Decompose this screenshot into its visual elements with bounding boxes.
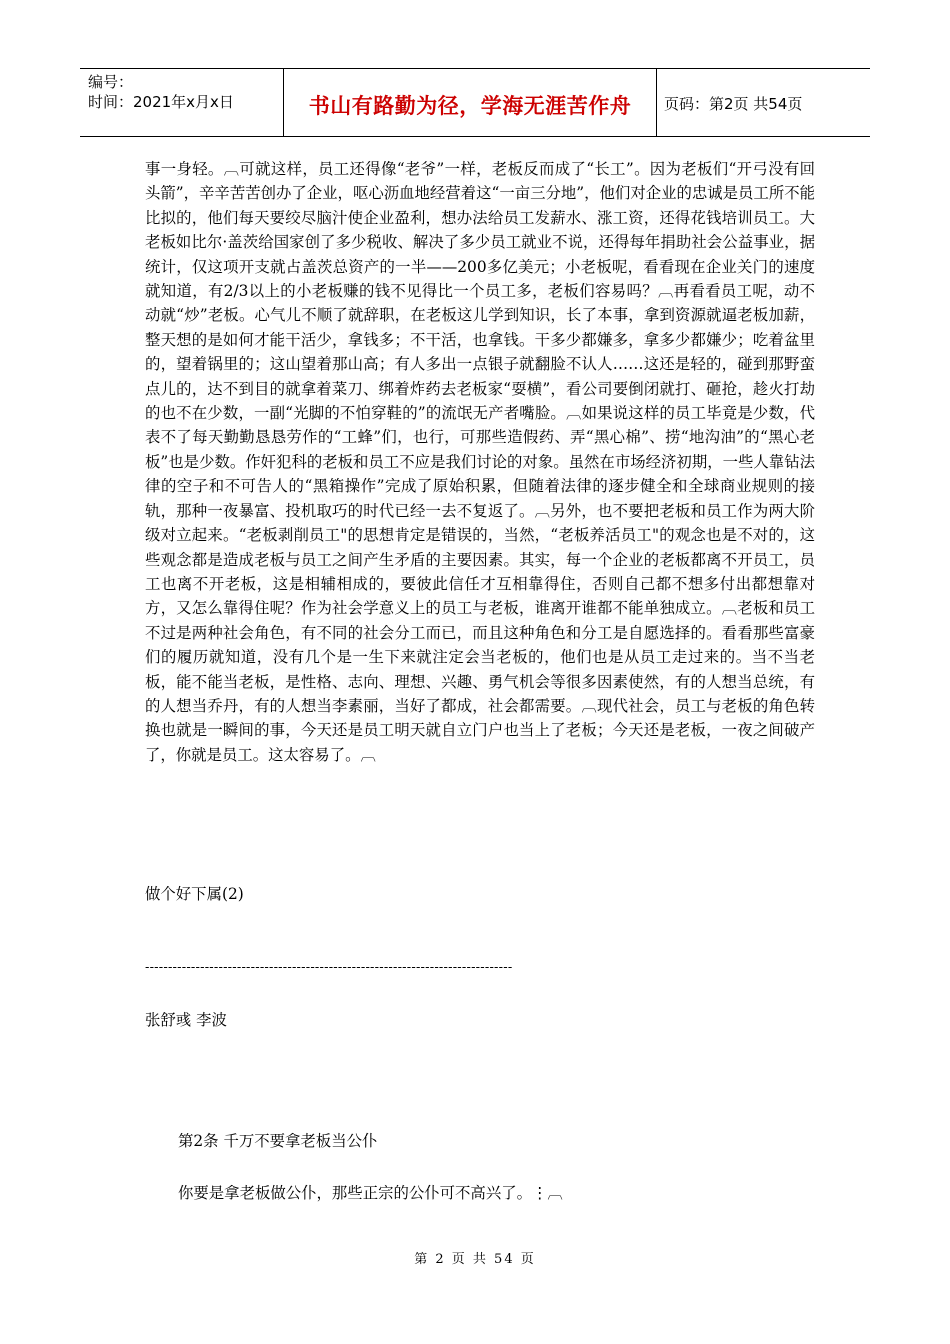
article-heading: 第2条 千万不要拿老板当公仆 <box>178 1132 378 1150</box>
body-paragraph: 事一身轻。︹可就这样，员工还得像“老爷”一样，老板反而成了“长工”。因为老板们“开弓没有回头箭”，辛辛苦苦创办了企业，呕心沥血地经营着这“一亩三分地”，他们对企业的忠诚是员工所不能比拟的，他们每天要绞尽脑汁使企业盈利，想办法给员工发薪水、涨工资，还得花钱培训员工。大老板如比尔·盖茨给国家创了多少税收、解决了多少员工就业不说，还得每年捐助社会公益事业，据统计，仅这项开支就占盖茨总资产的一半——200多亿美元；小老板呢，看看现在企业关门的速度就知道，有2/3以上的小老板赚的钱不见得比一个员工多，老板们容易吗？︹再看看员工呢，动不动就“炒”老板。心气儿不顺了就辞职，在老板这儿学到知识，长了本事，拿到资源就逼老板加薪，整天想的是如何才能干活少，拿钱多；不干活，也拿钱。干多少都嫌多，拿多少都嫌少；吃着盆里的，望着锅里的；这山望着那山高；有人多出一点银子就翻脸不认人……这还是轻的，碰到那野蛮点儿的，达不到目的就拿着菜刀、绑着炸药去老板家“耍横”，看公司要倒闭就打、砸抢，趁火打劫的也不在少数，一副“光脚的不怕穿鞋的”的流氓无产者嘴脸。︹如果说这样的员工毕竟是少数，代表不了每天勤勤恳恳劳作的“工蜂”们，也行，可那些造假药、弄“黑心棉”、捞“地沟油”的“黑心老板”也是少数。作奸犯科的老板和员工不应是我们讨论的对象。虽然在市场经济初期，一些人靠钻法律的空子和不可告人的“黑箱操作”完成了原始积累，但随着法律的逐步健全和全球商业规则的接轨，那种一夜暴富、投机取巧的时代已经一去不复返了。︹另外，也不要把老板和员工作为两大阶级对立起来。“老板剥削员工"的思想肯定是错误的，当然，“老板养活员工"的观念也是不对的，这些观念都是造成老板与员工之间产生矛盾的主要因素。其实，每一个企业的老板都离不开员工，员工也离不开老板，这是相辅相成的，要彼此信任才互相靠得住，否则自己都不想多付出都想靠对方，又怎么靠得住呢？作为社会学意义上的员工与老板，谁离开谁都不能单独成立。︹老板和员工不过是两种社会角色，有不同的社会分工而已，而且这种角色和分工是自愿选择的。看看那些富豪们的履历就知道，没有几个是一生下来就注定会当老板的，他们也是从员工走过来的。当不当老板，能不能当老板，是性格、志向、理想、兴趣、勇气机会等很多因素使然，有的人想当总统，有的人想当乔丹，有的人想当李素丽，当好了都成，社会都需要。︹现代社会，员工与老板的角色转换也就是一瞬间的事，今天还是员工明天就自立门户也当上了老板；今天还是老板，一夜之间破产了，你就是员工。这太容易了。︹ <box>145 160 816 764</box>
authors: 张舒彧 李波 <box>145 1011 227 1029</box>
header-divider-right <box>656 68 657 136</box>
header-motto: 书山有路勤为径，学海无涯苦作舟 <box>308 94 632 118</box>
footer-page-number: 第 2 页 共 54 页 <box>414 1252 536 1267</box>
article-first-line: 你要是拿老板做公仆，那些正宗的公仆可不高兴了。⋮︹ <box>178 1184 563 1202</box>
header-top-border <box>80 68 870 69</box>
header-page-number: 页码：第2页 共54页 <box>664 95 803 113</box>
header-meta <box>88 72 234 112</box>
header-bottom-border <box>80 136 870 137</box>
section-title: 做个好下属(2) <box>145 885 244 903</box>
divider-line: -------------------------------------------------------------------------------- <box>145 960 513 975</box>
header-time: 时间：2021年x月x日 <box>88 93 234 111</box>
header-number: 编号： <box>88 73 134 91</box>
